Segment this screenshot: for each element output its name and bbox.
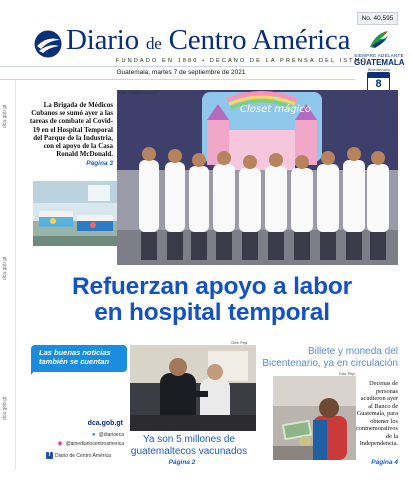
hospital-room-photo xyxy=(33,181,117,246)
side-strip xyxy=(0,80,16,470)
gt-slogan: SIEMPRE ADELANTE xyxy=(354,53,404,58)
hero-photo xyxy=(117,90,398,265)
website-link[interactable]: dca.gob.gt xyxy=(87,420,123,427)
promo-text: Las buenas noticias también se cuentan xyxy=(39,348,111,366)
gt-name: GUATEMALA xyxy=(354,58,405,67)
twitter-icon: ● xyxy=(92,431,96,438)
gt-subtitle: Bicentenario xyxy=(367,67,391,72)
facebook-icon: f xyxy=(46,452,53,459)
dateline xyxy=(0,66,355,80)
vaccination-photo xyxy=(130,345,256,431)
bills-page-ref[interactable]: Página 4 xyxy=(371,459,398,466)
brief-page-ref[interactable]: Página 3 xyxy=(86,160,113,167)
calendar-day: 8 xyxy=(375,78,382,90)
instagram-icon: ◉ xyxy=(57,441,63,447)
tagline: FUNDADO EN 1880 • DECANO DE LA PRENSA DEL ISTMO xyxy=(116,58,368,64)
twitter-handle: @diarioeca xyxy=(98,431,124,438)
guatemala-bicentenario-logo xyxy=(354,27,404,97)
vaccine-headline[interactable]: Ya son 5 millones de guatemaltecos vacunados xyxy=(130,434,248,457)
bills-photo xyxy=(273,376,356,460)
bills-photo-credit: Foto: Pepi xyxy=(339,372,355,376)
facebook-handle: Diario de Centro América xyxy=(55,452,111,459)
main-headline[interactable] xyxy=(26,274,398,326)
vaccine-photo-credit: Cifra: Pepi xyxy=(231,341,248,345)
side-url-mid: dca.gob.gt xyxy=(2,256,8,280)
good-news-promo xyxy=(31,345,127,376)
globe-logo-icon xyxy=(33,29,63,59)
bills-headline[interactable]: Billete y moneda del Bicentenario, ya en circulación xyxy=(262,346,398,369)
instagram-row[interactable] xyxy=(44,439,124,448)
social-links xyxy=(44,430,124,448)
facebook-row[interactable] xyxy=(46,452,111,459)
quetzal-icon xyxy=(366,27,392,53)
newspaper-title: Diario de Centro América xyxy=(66,24,351,56)
vaccine-page-ref[interactable]: Página 2 xyxy=(168,459,196,466)
headline-line-1: Refuerzan apoyo a labor xyxy=(72,273,352,300)
instagram-handle: @ainediariocentroamerica xyxy=(65,440,124,447)
side-url-top: dca.gob.gt xyxy=(2,104,8,128)
hero-photo-credit: Foto: Cristian Ramírez xyxy=(118,90,159,95)
twitter-row[interactable] xyxy=(44,430,124,439)
side-url-bottom: dca.gob.gt xyxy=(2,396,8,420)
issue-number: No. 40,595 xyxy=(357,12,398,25)
brief-text: La Brigada de Médicos Cubanos se sumó ayer a las tareas de combate al Covid-19 en el Hospital Temporal del Parque de la Industria, con el apoyo de la Casa Ronald McDonald. xyxy=(29,101,113,159)
publication-date: Guatemala, martes 7 de septiembre de 2021 xyxy=(116,69,246,76)
headline-line-2: en hospital temporal xyxy=(94,299,330,326)
bills-caption: Decenas de personas acudieron ayer al Banco de Guatemala, para obtener los conmemorativos de la Independencia. xyxy=(356,380,398,447)
closet-sign: Closet mágico xyxy=(240,104,311,115)
